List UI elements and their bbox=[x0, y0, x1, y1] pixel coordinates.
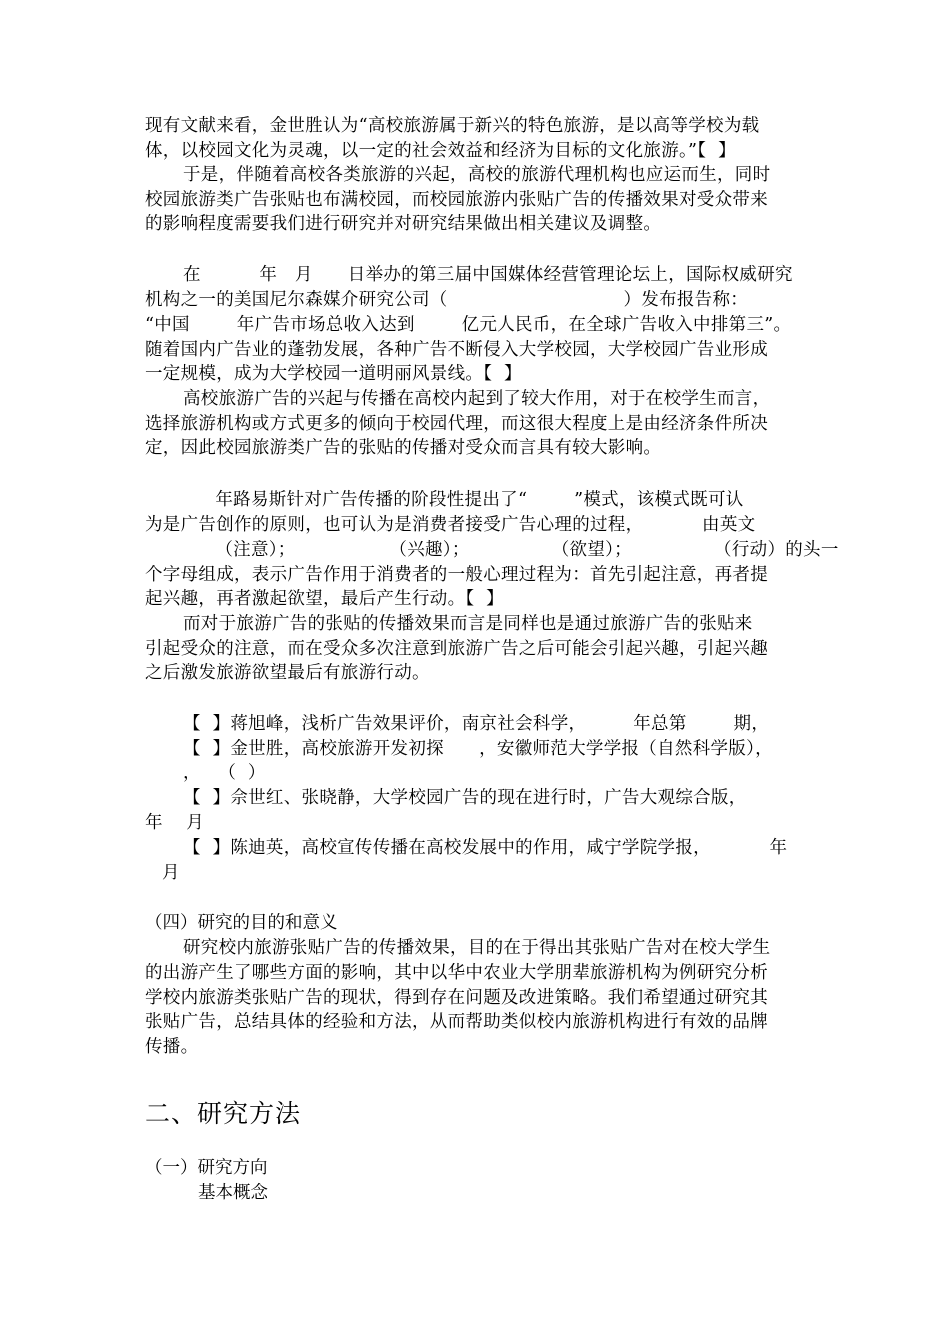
aida-line-7: 引起受众的注意，而在受众多次注意到旅游广告之后可能会引起兴趣，引起兴趣 bbox=[145, 639, 768, 659]
market-line-5: 一定规模，成为大学校园一道明丽风景线。【 】 bbox=[145, 364, 522, 384]
subsection-heading: （一）研究方向 bbox=[145, 1158, 268, 1178]
aida-line-6: 而对于旅游广告的张贴的传播效果而言是同样也是通过旅游广告的张贴来 bbox=[183, 614, 753, 634]
intro-line-2: 体，以校园文化为灵魂，以一定的社会效益和经济为目标的文化旅游。”【 】 bbox=[145, 141, 736, 161]
reference-1: 【 】蒋旭峰，浅析广告效果评价，南京社会科学， 年总第 期， bbox=[183, 714, 770, 734]
reference-4: 【 】陈迪英，高校宣传传播在高校发展中的作用，咸宁学院学报， 年 bbox=[183, 838, 788, 858]
market-line-1: 在 年 月 日举办的第三届中国媒体经营管理论坛上，国际权威研究 bbox=[183, 265, 793, 285]
aida-line-4: 个字母组成，表示广告作用于消费者的一般心理过程为：首先引起注意，再者提 bbox=[145, 565, 768, 585]
reference-3: 【 】佘世红、张晓静，大学校园广告的现在进行时，广告大观综合版， bbox=[183, 788, 747, 808]
intro-line-3: 于是，伴随着高校各类旅游的兴起，高校的旅游代理机构也应运而生，同时 bbox=[183, 165, 771, 185]
purpose-line-1: 研究校内旅游张贴广告的传播效果，目的在于得出其张贴广告对在校大学生 bbox=[183, 938, 771, 958]
reference-2-cont: ， （ ） bbox=[183, 763, 266, 783]
intro-line-1: 现有文献来看，金世胜认为“高校旅游属于新兴的特色旅游，是以高等学校为载 bbox=[145, 116, 760, 136]
market-line-8: 定，因此校园旅游类广告的张贴的传播对受众而言具有较大影响。 bbox=[145, 438, 662, 458]
purpose-line-5: 传播。 bbox=[145, 1037, 199, 1057]
reference-4-cont: 月 bbox=[162, 863, 180, 883]
market-line-2: 机构之一的美国尼尔森媒介研究公司（ ）发布报告称： bbox=[145, 290, 749, 310]
aida-line-2: 为是广告创作的原则，也可认为是消费者接受广告心理的过程， 由英文 bbox=[145, 515, 756, 535]
purpose-line-2: 的出游产生了哪些方面的影响，其中以华中农业大学朋辈旅游机构为例研究分析 bbox=[145, 963, 768, 983]
market-line-7: 选择旅游机构或方式更多的倾向于校园代理，而这很大程度上是由经济条件所决 bbox=[145, 414, 768, 434]
purpose-line-3: 学校内旅游类张贴广告的现状，得到存在问题及改进策略。我们希望通过研究其 bbox=[145, 988, 768, 1008]
aida-line-5: 起兴趣，再者激起欲望，最后产生行动。【 】 bbox=[145, 589, 504, 609]
reference-3-cont: 年 月 bbox=[145, 813, 205, 833]
intro-line-4: 校园旅游类广告张贴也布满校园，而校园旅游内张贴广告的传播效果对受众带来 bbox=[145, 190, 768, 210]
aida-line-8: 之后激发旅游欲望最后有旅游行动。 bbox=[145, 663, 430, 683]
intro-line-5: 的影响程度需要我们进行研究并对研究结果做出相关建议及调整。 bbox=[145, 214, 662, 234]
aida-line-3: （注意）； （兴趣）； （欲望）； （行动）的头一 bbox=[145, 540, 839, 560]
reference-2: 【 】金世胜，高校旅游开发初探 ，安徽师范大学学报（自然科学版）， bbox=[183, 739, 773, 759]
purpose-line-4: 张贴广告，总结具体的经验和方法，从而帮助类似校内旅游机构进行有效的品牌 bbox=[145, 1012, 768, 1032]
subsection-item: 基本概念 bbox=[198, 1183, 268, 1203]
market-line-3: “中国 年广告市场总收入达到 亿元人民币，在全球广告收入中排第三”。 bbox=[145, 315, 792, 335]
aida-line-1: 年路易斯针对广告传播的阶段性提出了“ ”模式，该模式既可认 bbox=[145, 490, 744, 510]
purpose-heading: （四）研究的目的和意义 bbox=[145, 913, 338, 933]
market-line-6: 高校旅游广告的兴起与传播在高校内起到了较大作用，对于在校学生而言， bbox=[183, 389, 771, 409]
section-title: 二、研究方法 bbox=[145, 1099, 302, 1128]
market-line-4: 随着国内广告业的蓬勃发展，各种广告不断侵入大学校园，大学校园广告业形成 bbox=[145, 340, 768, 360]
